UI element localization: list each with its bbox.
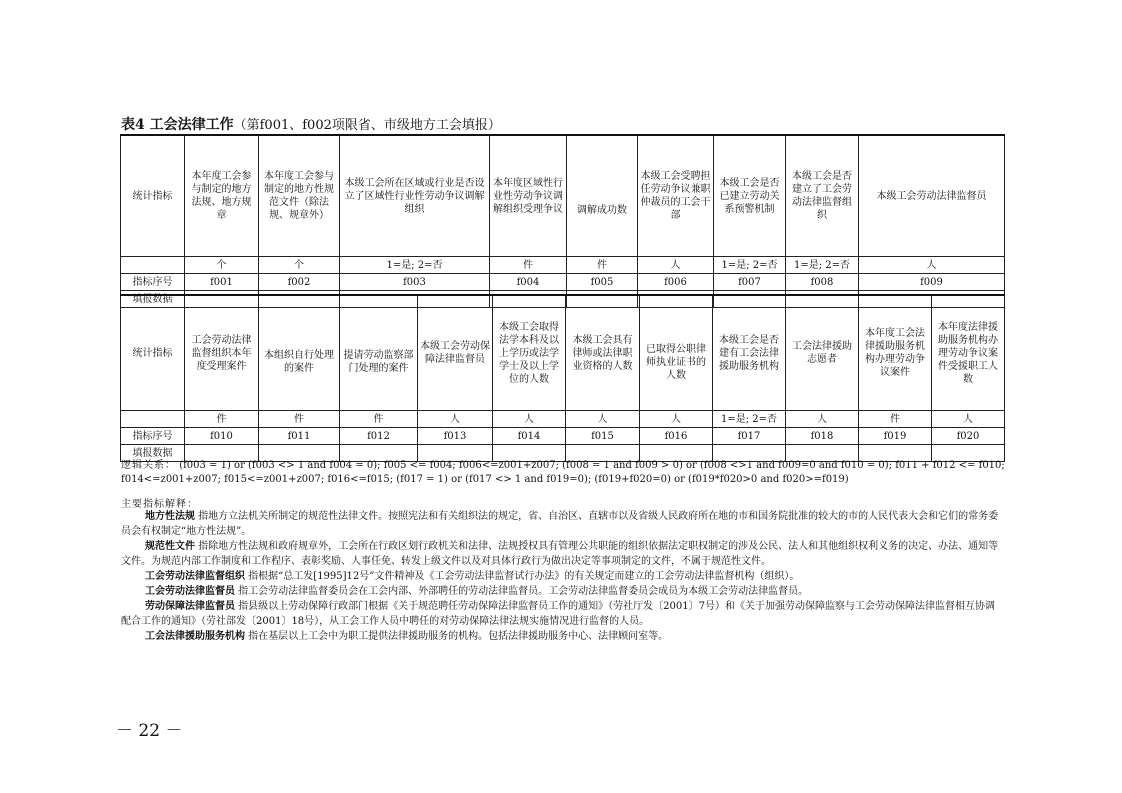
definition-item <box>121 599 1001 629</box>
unit-f005: 件 <box>567 257 638 274</box>
code-f004: f004 <box>490 274 567 291</box>
code-f019: f019 <box>859 428 932 445</box>
header-f007: 本级工会是否已建立劳动关系预警机制 <box>714 135 786 257</box>
unit-f012: 件 <box>340 411 418 428</box>
header-f017: 本级工会是否建有工会法律援助服务机构 <box>713 295 786 411</box>
unit-blank <box>121 257 185 274</box>
header-f002: 本年度工会参与制定的地方性规范文件（除法规、规章外） <box>259 135 340 257</box>
unit-f017: 1=是; 2=否 <box>713 411 786 428</box>
definition-term: 工会劳动法律监督组织 <box>145 571 245 582</box>
header-f009: 本级工会劳动法律监督员 <box>859 135 1005 257</box>
unit-f011: 件 <box>259 411 340 428</box>
unit-blank-2 <box>121 411 185 428</box>
code-f006: f006 <box>638 274 714 291</box>
row-label-code-2: 指标序号 <box>121 428 185 445</box>
definition-term: 规范性文件 <box>145 541 195 552</box>
row-label-code: 指标序号 <box>121 274 185 291</box>
code-f015: f015 <box>566 428 640 445</box>
header-f020: 本年度法律援助服务机构办理劳动争议案件受援职工人数 <box>932 295 1005 411</box>
unit-f002: 个 <box>259 257 340 274</box>
unit-f003: 1=是; 2=否 <box>340 257 490 274</box>
header-f005: 调解成功数 <box>567 135 638 257</box>
header-f012: 提请劳动监察部门处理的案件 <box>340 295 418 411</box>
definition-term: 劳动保障法律监督员 <box>145 601 235 612</box>
unit-f008: 1=是; 2=否 <box>786 257 859 274</box>
unit-f018: 人 <box>786 411 859 428</box>
logic-line-1: (f003 = 1) or (f003 <> 1 and f004 = 0); f005 <= f004; f006<=z001+z007; (f008 = 1 and f009 > 0) or (f008 <>1 and f009=0 and f010 = 0); f011 + f012 <= f010; <box>179 460 1005 471</box>
code-f020: f020 <box>932 428 1005 445</box>
code-f014: f014 <box>493 428 566 445</box>
header-f010: 工会劳动法律监督组织本年度受理案件 <box>185 295 259 411</box>
header-f016: 已取得公职律师执业证书的人数 <box>640 295 713 411</box>
header-f003: 本级工会所在区域或行业是否设立了区域性行业性劳动争议调解组织 <box>340 135 490 257</box>
code-f017: f017 <box>713 428 786 445</box>
definition-item <box>121 509 1001 539</box>
header-f015: 本级工会具有律师或法律职业资格的人数 <box>566 295 640 411</box>
definition-term: 工会劳动法律监督员 <box>145 586 235 597</box>
header-f018: 工会法律援助志愿者 <box>786 295 859 411</box>
row-label-stat: 统计指标 <box>121 135 185 257</box>
header-f008: 本级工会是否建立了工会劳动法律监督组织 <box>786 135 859 257</box>
definitions <box>121 509 1001 644</box>
definition-text: 指县级以上劳动保障行政部门根据《关于规范聘任劳动保障法律监督员工作的通知》（劳社厅发〔2001〕7号）和《关于加强劳动保障监察与工会劳动保障法律监督相互协调配合工作的通知》（劳社部发〔2001〕18号），从工会工作人员中聘任的对劳动保障法律法规实施情况进行监督的人员。 <box>121 601 995 627</box>
unit-f009: 人 <box>859 257 1005 274</box>
unit-f014: 人 <box>493 411 566 428</box>
code-f010: f010 <box>185 428 259 445</box>
code-f009: f009 <box>859 274 1005 291</box>
unit-f004: 件 <box>490 257 567 274</box>
header-f001: 本年度工会参与制定的地方法规、地方规章 <box>185 135 259 257</box>
table-title-note: （第f001、f002项限省、市级地方工会填报） <box>233 118 501 133</box>
unit-f020: 人 <box>932 411 1005 428</box>
definition-text: 指在基层以上工会中为职工提供法律援助服务的机构。包括法律援助服务中心、法律顾问室等。 <box>245 631 669 642</box>
header-f006: 本级工会受聘担任劳动争议兼职仲裁员的工会干部 <box>638 135 714 257</box>
page-number: － 22 － <box>116 721 183 741</box>
definition-term: 地方性法规 <box>145 511 195 522</box>
definition-item <box>121 569 1001 584</box>
unit-f006: 人 <box>638 257 714 274</box>
unit-f007: 1=是; 2=否 <box>714 257 786 274</box>
definition-text: 指根据“总工发[1995]12号”文件精神及《工会劳动法律监督试行办法》的有关规定而建立的工会劳动法律监督机构（组织）。 <box>245 571 800 582</box>
unit-f015: 人 <box>566 411 640 428</box>
definition-term: 工会法律援助服务机构 <box>145 631 245 642</box>
logic-label: 逻辑关系： <box>121 460 176 471</box>
row-label-stat-2: 统计指标 <box>121 295 185 411</box>
row-label-fill: 填报数据 <box>121 291 185 308</box>
header-f011: 本组织自行处理的案件 <box>259 295 340 411</box>
code-f005: f005 <box>567 274 638 291</box>
row-label-fill-2: 填报数据 <box>121 445 185 462</box>
table-title-main: 表4 工会法律工作 <box>121 117 234 133</box>
definition-item <box>121 584 1001 599</box>
unit-f010: 件 <box>185 411 259 428</box>
logic-line-2: f014<=z001+z007; f015<=z001+z007; f016<=f015; (f017 = 1) or (f017 <> 1 and f019=0); (f019+f020=0) or (f019*f020>0 and f020>=f019) <box>121 474 849 485</box>
code-f007: f007 <box>714 274 786 291</box>
code-f008: f008 <box>786 274 859 291</box>
definition-text: 指除地方性法规和政府规章外，工会所在行政区划行政机关和法律、法规授权具有管理公共职能的组织依据法定职权制定的涉及公民、法人和其他组织权利义务的决定、办法、通知等文件。为规范内部工作制度和工作程序、表彰奖励、人事任免、转发上级文件以及对具体行政行为做出决定等事项制定的文件，不属于规范性文件。 <box>121 541 999 567</box>
header-f013: 本级工会劳动保障法律监督员 <box>418 295 493 411</box>
definition-item <box>121 629 1001 644</box>
code-f003: f003 <box>340 274 490 291</box>
code-f016: f016 <box>640 428 713 445</box>
unit-f013: 人 <box>418 411 493 428</box>
header-f019: 本年度工会法律援助服务机构办理劳动争议案件 <box>859 295 932 411</box>
code-f012: f012 <box>340 428 418 445</box>
table-title <box>121 114 501 134</box>
definitions-title: 主要指标解释： <box>121 499 198 510</box>
logic-relations <box>121 459 1021 487</box>
definition-text: 指地方立法机关所制定的规范性法律文件。按照宪法和有关组织法的规定，省、自治区、直辖市以及省级人民政府所在地的市和国务院批准的较大的市的人民代表大会和它们的常务委员会有权制定“地方性法规”。 <box>121 511 999 537</box>
definition-text: 指工会劳动法律监督委员会在工会内部、外部聘任的劳动法律监督员。工会劳动法律监督委员会成员为本级工会劳动法律监督员。 <box>235 586 809 597</box>
definition-item <box>121 539 1001 569</box>
code-f013: f013 <box>418 428 493 445</box>
code-f018: f018 <box>786 428 859 445</box>
table-2 <box>120 294 1005 462</box>
code-f011: f011 <box>259 428 340 445</box>
unit-f019: 件 <box>859 411 932 428</box>
header-f004: 本年度区域性行业性劳动争议调解组织受理争议 <box>490 135 567 257</box>
header-f014: 本级工会取得法学本科及以上学历或法学学士及以上学位的人数 <box>493 295 566 411</box>
code-f001: f001 <box>185 274 259 291</box>
code-f002: f002 <box>259 274 340 291</box>
unit-f016: 人 <box>640 411 713 428</box>
table-1 <box>120 134 1005 308</box>
unit-f001: 个 <box>185 257 259 274</box>
